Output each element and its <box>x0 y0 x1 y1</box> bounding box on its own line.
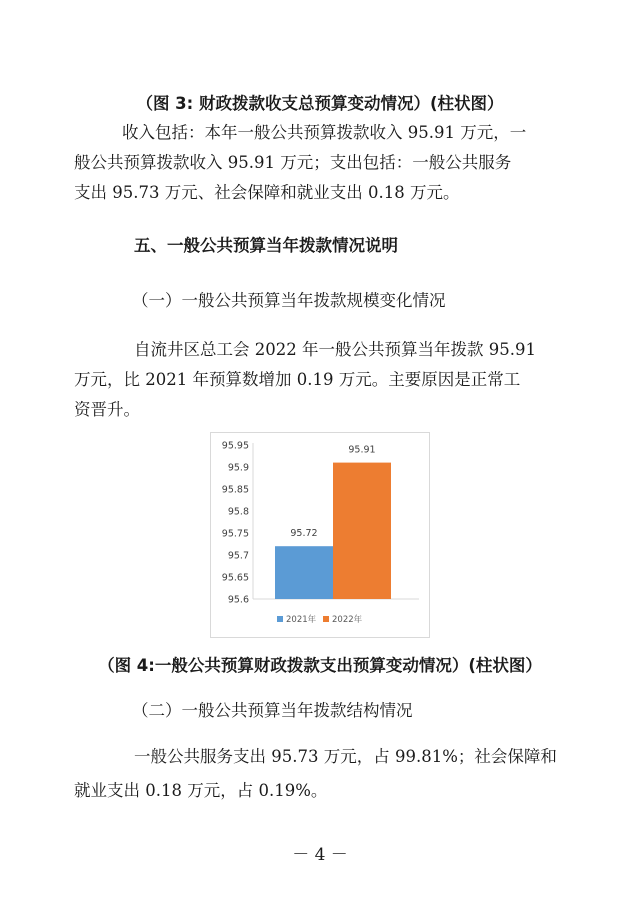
y-tick-label: 95.7 <box>227 550 249 562</box>
legend-swatch <box>323 616 329 622</box>
para3-line2: 就业支出 0.18 万元，占 0.19%。 <box>74 781 328 800</box>
paragraph-structure <box>74 740 557 808</box>
para2-line3: 资晋升。 <box>74 400 140 419</box>
paragraph-scale-change <box>74 335 544 425</box>
legend-swatch <box>277 616 283 622</box>
y-tick-label: 95.95 <box>221 440 249 452</box>
para2-line1: 自流井区总工会 2022 年一般公共预算当年拨款 95.91 <box>134 340 536 359</box>
sub1-heading: （一）一般公共预算当年拨款规模变化情况 <box>132 291 446 310</box>
data-label: 95.91 <box>348 444 376 456</box>
bar-chart <box>210 432 430 638</box>
page-number: － 4 － <box>292 845 348 865</box>
legend-label: 2022年 <box>332 615 363 625</box>
y-tick-label: 95.65 <box>221 572 249 584</box>
legend-label: 2021年 <box>286 615 317 625</box>
data-label: 95.72 <box>290 528 318 540</box>
sub2-heading: （二）一般公共预算当年拨款结构情况 <box>132 701 413 720</box>
para2-line2: 万元，比 2021 年预算数增加 0.19 万元。主要原因是正常工 <box>74 370 521 389</box>
y-tick-label: 95.6 <box>227 594 249 606</box>
y-tick-label: 95.85 <box>221 484 249 496</box>
paragraph-income-expense <box>74 118 544 208</box>
y-tick-label: 95.75 <box>221 528 249 540</box>
para3-line1: 一般公共服务支出 95.73 万元，占 99.81%；社会保障和 <box>134 747 557 766</box>
y-tick-label: 95.9 <box>227 462 249 474</box>
para1-line3: 支出 95.73 万元、社会保障和就业支出 0.18 万元。 <box>74 183 460 202</box>
para1-line1: 收入包括：本年一般公共预算拨款收入 95.91 万元，一 <box>122 123 527 142</box>
bar-chart-svg <box>211 433 429 637</box>
bar-2022年 <box>333 463 391 599</box>
para1-line2: 般公共预算拨款收入 95.91 万元；支出包括：一般公共服务 <box>74 153 512 172</box>
section5-heading: 五、一般公共预算当年拨款情况说明 <box>134 236 398 255</box>
fig4-caption: （图 4:一般公共预算财政拨款支出预算变动情况）(柱状图） <box>98 656 542 675</box>
y-tick-label: 95.8 <box>227 506 249 518</box>
fig3-caption: （图 3: 财政拨款收支总预算变动情况）(柱状图） <box>136 94 504 113</box>
bar-2021年 <box>275 546 333 599</box>
